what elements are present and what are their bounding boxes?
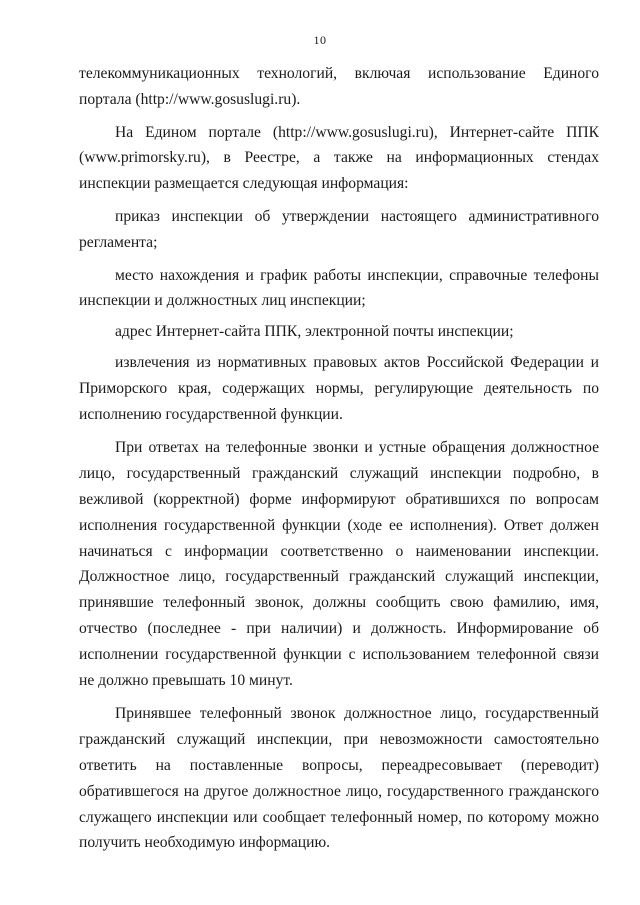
paragraph-portal-info: На Едином портале (http://www.gosuslugi.ru), Интернет-сайте ППК (www.primorsky.ru), в Реестре, а также на информационных стендах инспекции размещается следующая информация: (79, 123, 599, 193)
paragraph-phone-calls: При ответах на телефонные звонки и устные обращения должностное лицо, государственный гражданский служащий инспекции подробно, в вежливой (корректной) форме информируют обратившихся по вопросам исполнения государственной функции (ходе ее исполнения). Ответ должен начинаться с информации соответственно о наименовании инспекции. Должностное лицо, государственный гражданский служащий инспекции, принявшие телефонный звонок, должны сообщить свою фамилию, имя, отчество (последнее - при наличии) и должность. Информирование об исполнении государственной функции с использованием телефонной связи не должно превышать 10 минут. (79, 439, 599, 689)
list-item-location: место нахождения и график работы инспекции, справочные телефоны инспекции и должностных лиц инспекции; (79, 266, 599, 310)
paragraph-continuation: телекоммуникационных технологий, включая использование Единого портала (http://www.gosuslugi.ru). (79, 65, 599, 108)
list-item-order: приказ инспекции об утверждении настоящего административного регламента; (79, 207, 599, 251)
list-item-extracts: извлечения из нормативных правовых актов Российской Федерации и Приморского края, содержащих нормы, регулирующие деятельность по исполнению государственной функции. (79, 353, 599, 423)
paragraph-redirect: Принявшее телефонный звонок должностное лицо, государственный гражданский служащий инспекции, при невозможности самостоятельно ответить на поставленные вопросы, переадресовывает (переводит) обратившегося на другое должностное лицо, государственного гражданского служащего инспекции или сообщает телефонный номер, по которому можно получить необходимую информацию. (79, 705, 599, 852)
document-body (79, 61, 599, 856)
page-number: 10 (313, 33, 327, 47)
list-item-address: адрес Интернет-сайта ППК, электронной почты инспекции; (115, 323, 514, 341)
